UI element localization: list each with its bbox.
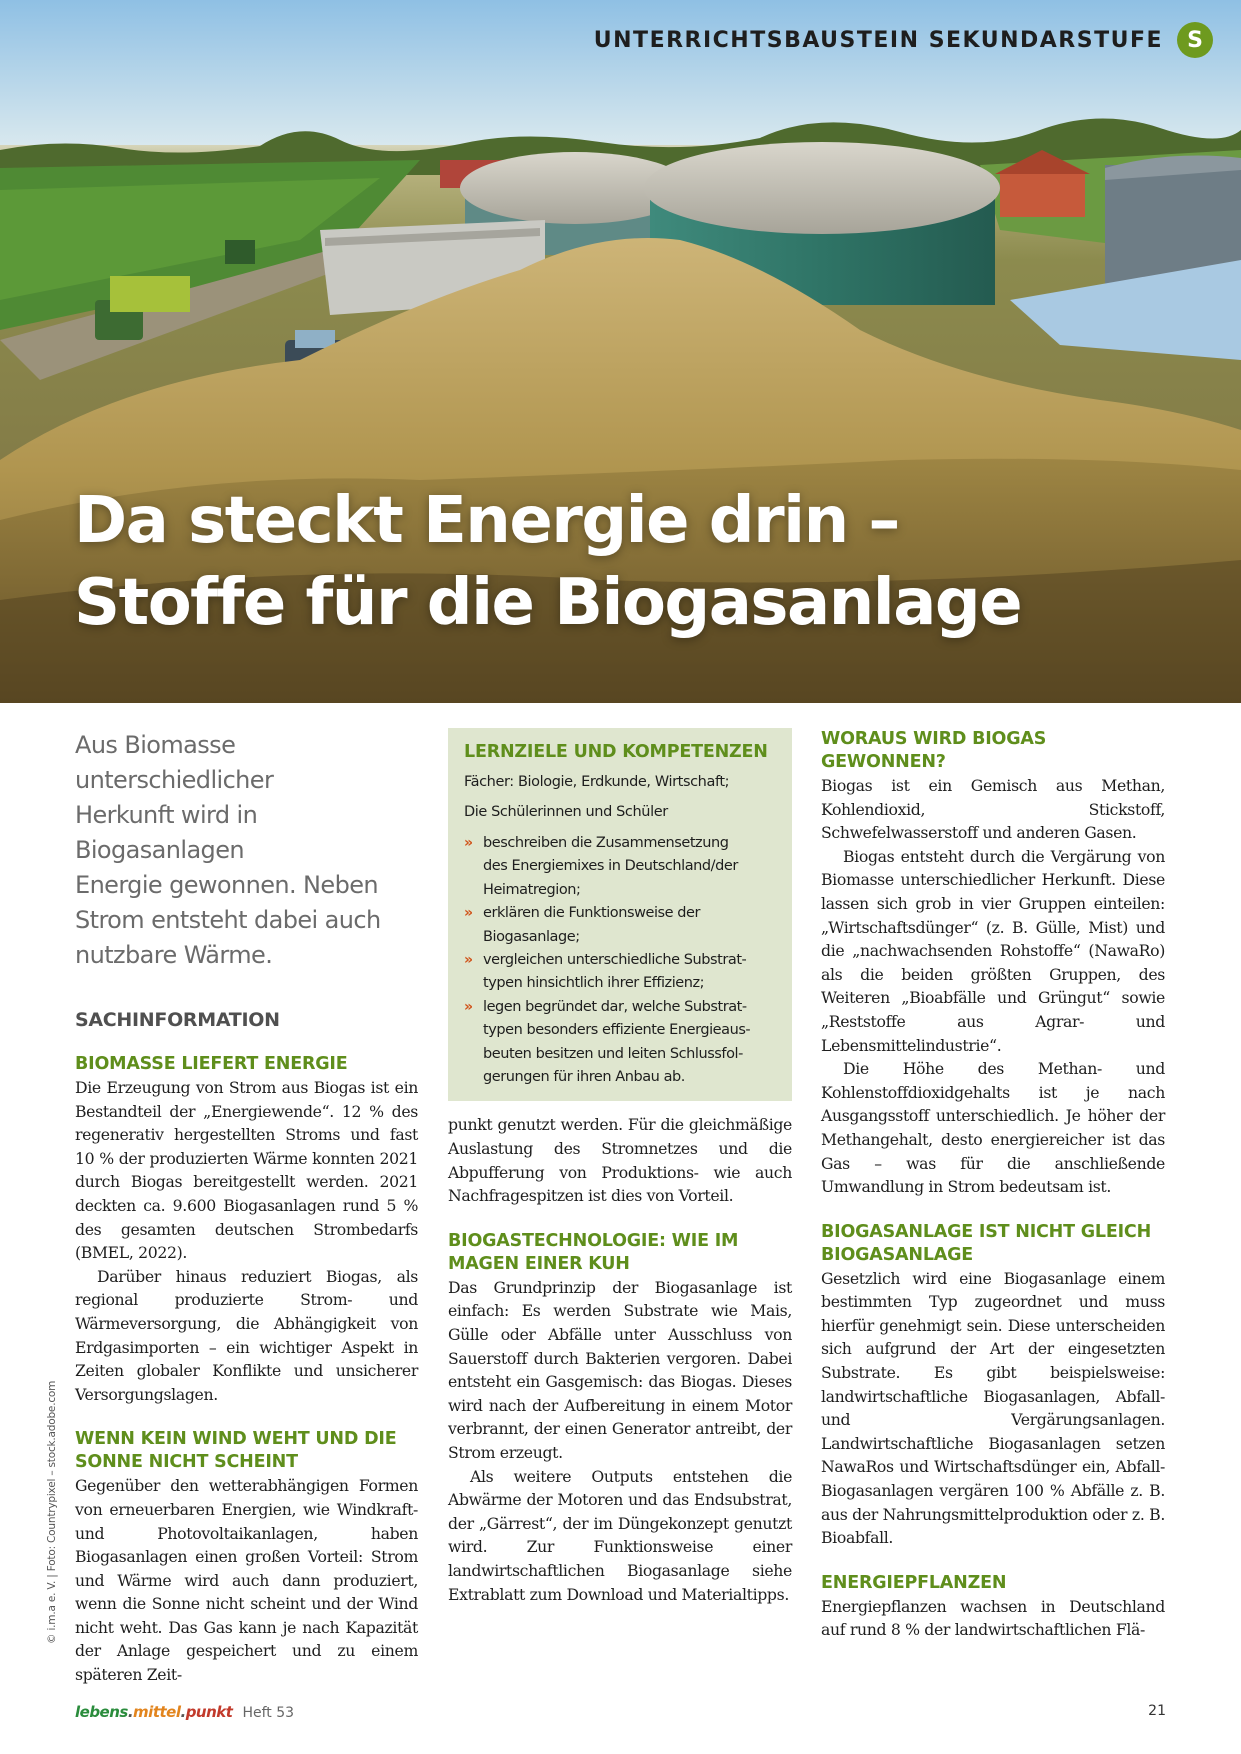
subheading-line: WENN KEIN WIND WEHT UND DIE (75, 1429, 397, 1450)
subheading-woraus: WORAUS WIRD BIOGAS GEWONNEN? (821, 729, 1047, 772)
paragraph: Biogas entsteht durch die Vergärung von Biomasse unterschiedlicher Herkunft. Diese lassen sich grob in vier Gruppen einteilen: „Wirtschaftsdünger“ (z. B. Gülle, Mist) und die „nachwachsenden Rohstoffe“ (NawaRo) als die beiden größten Gruppen, des Weiteren „Bioabfälle und Grüngut“ sowie „Reststoffe aus Agrar- und Lebensmittelindustrie“. (821, 846, 1165, 1055)
logo-part: mittel (133, 1703, 181, 1721)
subheading-line: BIOGASANLAGE (821, 1244, 974, 1265)
list-line: des Energiemixes in Deutschland/der (483, 858, 738, 875)
lead-paragraph (75, 728, 418, 973)
paragraph: Energiepflanzen wachsen in Deutschland auf rund 8 % der landwirtschaftlichen Flä- (821, 1596, 1165, 1640)
list-line: vergleichen unterschiedliche Substrat- (483, 952, 747, 969)
subheading-line: SONNE NICHT SCHEINT (75, 1452, 298, 1473)
lead-line: nutzbare Wärme. (75, 941, 273, 969)
list-item (464, 902, 776, 949)
title-line-1: Da steckt Energie drin – (74, 484, 899, 558)
paragraph: Die Erzeugung von Strom aus Biogas ist ein Bestandteil der „Energiewende“. 12 % des regenerativ hergestellten Stroms und fast 10 % der produzierten Wärme konnten 2021 durch Biogas bereitgestellt werden. 2021 deckten ca. 9.600 Biogasanlagen rund 5 % des gesamten deutschen Strombedarfs (BMEL, 2022). (75, 1078, 418, 1263)
box-intro: Die Schülerinnen und Schüler (464, 804, 668, 820)
paragraph: Als weitere Outputs entstehen die Abwärme der Motoren und das Endsubstrat, der „Gärrest“, der im Düngekonzept genutzt wird. Zur Funktionsweise einer landwirtschaftlichen Biogasanlage siehe Extrablatt zum Download und Materialtipps. (448, 1466, 792, 1604)
list-line: erklären die Funktionsweise der (483, 905, 701, 922)
issue-number: Heft 53 (242, 1705, 295, 1721)
series-label: UNTERRICHTSBAUSTEIN SEKUNDARSTUFE (593, 27, 1163, 53)
lead-line: Herkunft wird in Biogasanlagen (75, 801, 258, 864)
list-line: typen besonders effiziente Energieaus- (483, 1022, 751, 1039)
box-title: LERNZIELE UND KOMPETENZEN (464, 742, 768, 762)
list-line: beschreiben die Zusammensetzung (483, 835, 729, 851)
subheading-wind (75, 1428, 418, 1474)
page-number: 21 (1148, 1703, 1166, 1719)
subheading-line: BIOGASANLAGE IST NICHT GLEICH (821, 1221, 1152, 1242)
double-chevron-icon: » (464, 835, 473, 851)
subheading-energiepflanzen: ENERGIEPFLANZEN (821, 1572, 1007, 1593)
column-right (821, 728, 1165, 1642)
magazine-logo: lebens.mittel.punkt (75, 1703, 233, 1721)
paragraph: Gegenüber den wetterabhängigen Formen von erneuerbaren Energien, wie Windkraft- und Photovoltaikanlagen, haben Biogasanlagen einen großen Vorteil: Strom und Wärme wird auch dann produziert, wenn die Sonne nicht scheint und der Wind nicht weht. Das Gas kann je nach Kapazität der Anlage gespeichert und zu einem späteren Zeit- (75, 1476, 418, 1685)
hero-photo (0, 0, 1241, 703)
list-line: legen begründet dar, welche Substrat- (483, 998, 747, 1015)
logo-part: lebens (75, 1703, 128, 1721)
paragraph: Darüber hinaus reduziert Biogas, als regional produzierte Strom- und Wärmeversorgung, die Abhängigkeit von Erdgasimporten – ein wichtiger Aspekt in Zeiten globaler Konflikte und unsicherer Versorgungslagen. (75, 1266, 418, 1404)
list-line: gerungen für ihren Anbau ab. (483, 1069, 685, 1086)
footer (75, 1703, 294, 1721)
box-subjects: Fächer: Biologie, Erdkunde, Wirtschaft; (464, 774, 730, 790)
subheading-line: MAGEN EINER KUH (448, 1253, 630, 1274)
column-left (75, 728, 418, 1687)
subheading-biomasse: BIOMASSE LIEFERT ENERGIE (75, 1054, 348, 1074)
photo-credit: © i.m.a e. V. | Foto: Countrypixel – stock.adobe.com (46, 1380, 58, 1644)
paragraph: Gesetzlich wird eine Biogasanlage einem bestimmten Typ zugeordnet und muss hierfür genehmigt sein. Diese unterscheiden sich aufgrund der Art der eingesetzten Substrate. Es gibt beispielsweise: landwirtschaftliche Biogasanlagen, Abfall- und Vergärungsanlagen. Landwirtschaftliche Biogasanlagen setzen NawaRos und Wirtschaftsdünger ein, Abfall-Biogasanlagen vergären 100 % Abfälle z. B. aus der Nahrungsmittelproduktion oder z. B. Bioabfall. (821, 1268, 1165, 1548)
learning-goals-list (464, 832, 776, 1089)
lead-line: Energie gewonnen. Neben (75, 871, 378, 899)
lead-line: Aus Biomasse unterschiedlicher (75, 731, 274, 794)
lead-line: Strom entsteht dabei auch (75, 906, 381, 934)
subheading-anlagentypen (821, 1221, 1165, 1267)
subheading-line: BIOGASTECHNOLOGIE: WIE IM (448, 1230, 739, 1251)
learning-goals-box (448, 728, 792, 1101)
double-chevron-icon: » (464, 998, 473, 1015)
list-item (464, 996, 776, 1090)
paragraph: punkt genutzt werden. Für die gleichmäßige Auslastung des Stromnetzes und die Abpufferung von Produktions- wie auch Nachfragespitzen ist dies von Vorteil. (448, 1115, 792, 1206)
column-middle (448, 728, 792, 1606)
paragraph: Die Höhe des Methan- und Kohlenstoffdioxidgehalts ist je nach Ausgangsstoff unterschiedlich. Je höher der Methangehalt, desto energiereicher ist das Gas – was für die anschließende Umwandlung in Strom bedeutsam ist. (821, 1059, 1165, 1197)
title-line-2: Stoffe für die Biogasanlage (74, 566, 1022, 640)
level-badge: S (1177, 22, 1213, 58)
paragraph: Das Grundprinzip der Biogasanlage ist einfach: Es werden Substrate wie Mais, Gülle oder Abfälle unter Ausschluss von Sauerstoff durch Bakterien vergoren. Dabei entsteht ein Gasgemisch: das Biogas. Dieses wird nach der Aufbereitung in einem Motor verbrannt, der einen Generator antreibt, der Strom erzeugt. (448, 1277, 792, 1462)
series-header (594, 22, 1213, 58)
paragraph: Biogas ist ein Gemisch aus Methan, Kohlendioxid, Stickstoff, Schwefelwasserstoff und anderen Gasen. (821, 776, 1165, 843)
subheading-biogastechnologie (448, 1230, 792, 1276)
list-line: Heimatregion; (483, 881, 581, 898)
list-line: Biogasanlage; (483, 928, 580, 945)
double-chevron-icon: » (464, 905, 473, 922)
list-item (464, 949, 776, 996)
list-item (464, 832, 776, 902)
section-title-sachinformation: SACHINFORMATION (75, 1009, 280, 1031)
logo-part: punkt (185, 1703, 233, 1721)
double-chevron-icon: » (464, 952, 473, 969)
page-title (74, 480, 1174, 644)
list-line: beuten besitzen und leiten Schlussfol- (483, 1045, 743, 1062)
list-line: typen hinsichtlich ihrer Effizienz; (483, 975, 705, 992)
